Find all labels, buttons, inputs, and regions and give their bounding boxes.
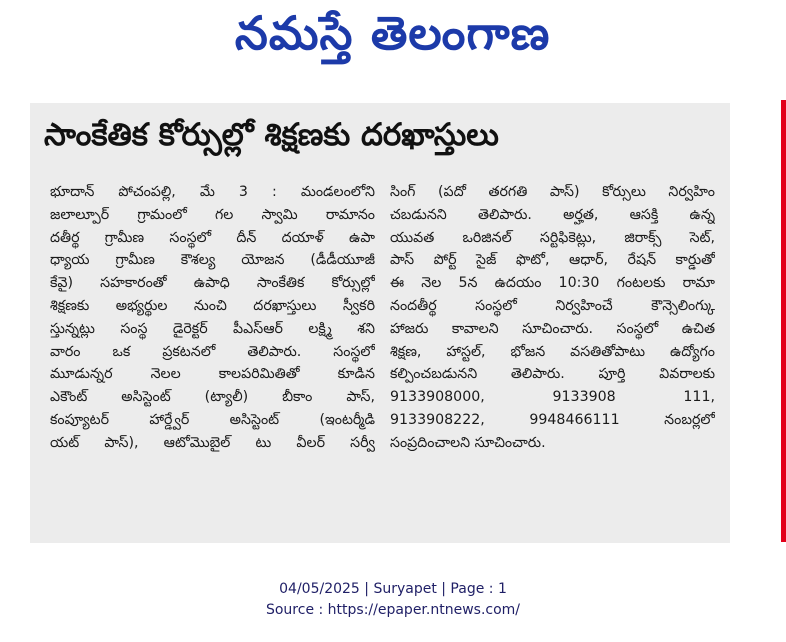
article-line: యువత ఒరిజినల్ సర్టిఫికెట్లు, జిరాక్స్ సెట్, [390, 229, 715, 246]
masthead-title: నమస్తే తెలంగాణ [235, 6, 551, 60]
article-left-column [50, 181, 375, 455]
article-line: ఈ నెల 5న ఉదయం 10:30 గంటలకు రామా [390, 275, 715, 292]
article-line: 9133908222, 9948466111 నంబర్లలో [390, 411, 715, 428]
article-line: సంప్రదించాలని సూచించారు. [390, 434, 546, 451]
article-line: చబడునని తెలిపారు. అర్హత, ఆసక్తి ఉన్న [390, 206, 715, 223]
article-line: భూదాన్ పోచంపల్లి, మే 3 : మండలంలోని [50, 184, 375, 200]
article-line: యట్ పాస్), ఆటోమొబైల్ టు వీలర్ సర్వీ [50, 434, 375, 451]
article-line: స్తున్నట్లు సంస్థ డైరెక్టర్ పీఎస్ఆర్ లక్ష్మి శని [50, 320, 375, 337]
article-line: ఎకౌంట్ అసిస్టెంట్ (ట్యాలీ) బీకాం పాస్, [50, 389, 375, 406]
article-right-column [390, 181, 715, 455]
article-line: ధ్యాయ గ్రామీణ కౌశల్య యోజన (డీడీయూజీ [50, 252, 375, 269]
article-line: శిక్షణ, హాస్టల్, భోజన వసతితోపాటు ఉద్యోగం [390, 343, 715, 360]
article-line: హాజరు కావాలని సూచించారు. సంస్థలో ఉచిత [390, 320, 715, 337]
article-line: జలాల్పూర్ గ్రామంలో గల స్వామి రామానం [50, 206, 375, 223]
article-line: శిక్షణకు అభ్యర్థుల నుంచి దరఖాస్తులు స్వీకరి [50, 297, 375, 314]
article-line: మూడున్నర నెలల కాలపరిమితితో కూడిన [50, 366, 375, 383]
article-line: సింగ్ (పదో తరగతి పాస్) కోర్సులు నిర్వహిం [390, 184, 715, 200]
article-line: దతీర్థ గ్రామీణ సంస్థలో దీన్ దయాళ్ ఉపా [50, 229, 375, 246]
article-headline: సాంకేతిక కోర్సుల్లో శిక్షణకు దరఖాస్తులు [44, 117, 499, 153]
footer-edition-info: 04/05/2025 | Suryapet | Page : 1 [279, 581, 507, 597]
red-accent-bar [781, 100, 786, 542]
article-line: 9133908000, 9133908 111, [390, 389, 715, 406]
article-line: కంప్యూటర్ హార్డ్వేర్ అసిస్టెంట్ (ఇంటర్మీడి [50, 411, 375, 428]
article-clipping [30, 103, 730, 543]
article-line: పాస్ పోర్ట్ సైజ్ ఫొటో, ఆధార్, రేషన్ కార్డుతో [390, 252, 715, 269]
article-line: కేవై) సహకారంతో ఉపాధి సాంకేతిక కోర్సుల్లో [50, 275, 375, 292]
article-line: వారం ఒక ప్రకటనలో తెలిపారు. సంస్థలో [50, 343, 375, 360]
article-line: కల్పించబడునని తెలిపారు. పూర్తి వివరాలకు [390, 366, 715, 383]
article-line: నందతీర్థ సంస్థలో నిర్వహించే కౌన్సెలింగ్కు [390, 297, 715, 314]
newspaper-masthead [0, 0, 786, 78]
footer-source-link[interactable]: Source : https://epaper.ntnews.com/ [265, 602, 521, 618]
